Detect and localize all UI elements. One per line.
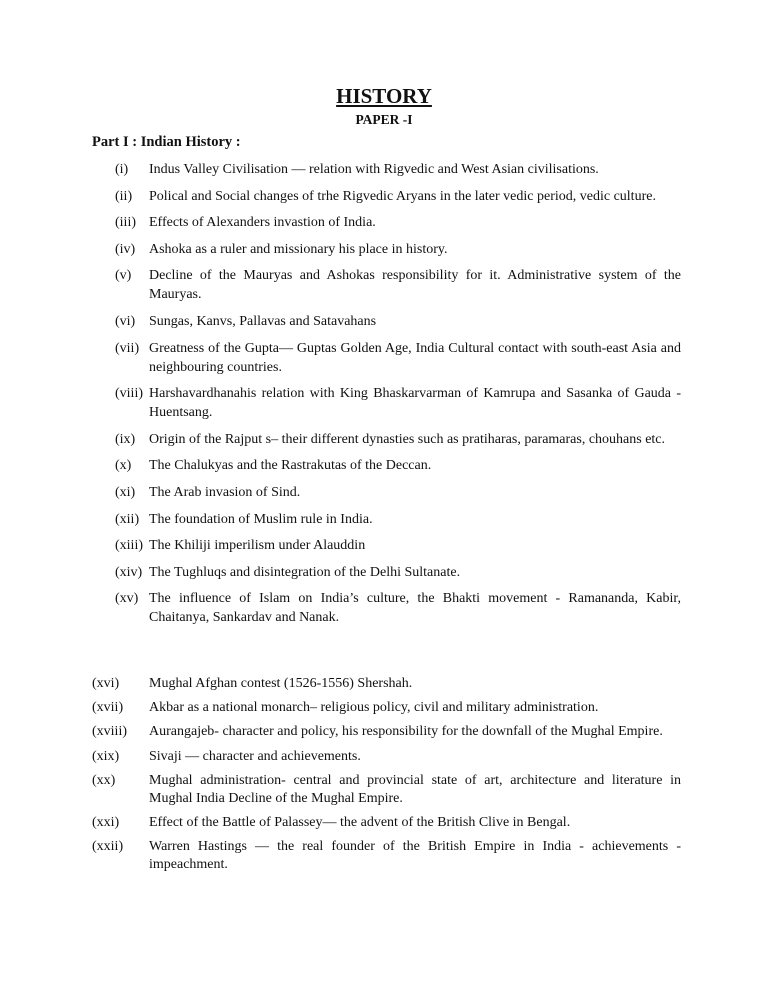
list-item xyxy=(92,814,681,832)
paper-subtitle: PAPER -I xyxy=(355,112,413,127)
item-text: The foundation of Muslim rule in India. xyxy=(149,511,373,527)
list-item xyxy=(115,213,681,232)
item-text: Sivaji — character and achievements. xyxy=(149,748,361,764)
list-item xyxy=(115,266,681,304)
item-text: Indus Valley Civilisation — relation with Rigvedic and West Asian civilisations. xyxy=(149,162,599,177)
item-text: The influence of Islam on India’s culture, the Bhakti movement - Ramananda, Kabir, Chaitanya, Sankardav and Nanak. xyxy=(149,591,681,626)
section-heading: Part I : Indian History : xyxy=(92,134,241,150)
list-item xyxy=(115,536,681,555)
item-text: The Chalukyas and the Rastrakutas of the Deccan. xyxy=(149,458,432,474)
item-number: (viii) xyxy=(115,386,143,402)
list-item xyxy=(92,748,681,766)
list-item xyxy=(92,675,681,693)
list-item xyxy=(115,384,681,422)
document-title: HISTORY xyxy=(336,84,432,108)
item-number: (xii) xyxy=(115,511,140,527)
item-text: Warren Hastings — the real founder of the British Empire in India - achievements - impeachment. xyxy=(149,839,681,873)
list-item xyxy=(115,240,681,259)
list-item xyxy=(115,187,681,206)
item-text: The Tughluqs and disintegration of the Delhi Sultanate. xyxy=(149,564,461,580)
item-text: Effect of the Battle of Palassey— the advent of the British Clive in Bengal. xyxy=(149,814,571,830)
item-number: (x) xyxy=(115,458,132,474)
item-number: (xiv) xyxy=(115,564,143,580)
list-item xyxy=(115,563,681,582)
item-number: (ix) xyxy=(115,431,136,447)
syllabus-list-part-a xyxy=(115,160,681,635)
list-item xyxy=(92,723,681,741)
item-text: Ashoka as a ruler and missionary his place in history. xyxy=(149,241,448,257)
item-text: Sungas, Kanvs, Pallavas and Satavahans xyxy=(149,313,377,329)
list-item xyxy=(115,510,681,529)
item-number: (xiii) xyxy=(115,538,143,554)
item-text: Aurangajeb- character and policy, his responsibility for the downfall of the Mughal Empire. xyxy=(149,724,663,740)
item-number: (vii) xyxy=(115,340,140,356)
item-number: (xi) xyxy=(115,484,136,500)
item-text: Akbar as a national monarch– religious policy, civil and military administration. xyxy=(149,700,599,716)
item-number: (xxii) xyxy=(92,839,124,855)
list-item xyxy=(115,312,681,331)
item-number: (xxi) xyxy=(92,814,120,830)
list-item xyxy=(92,838,681,874)
item-number: (xviii) xyxy=(92,724,127,740)
item-text: Greatness of the Gupta— Guptas Golden Age, India Cultural contact with south-east Asia and neighbouring countries. xyxy=(149,340,681,375)
item-number: (xvi) xyxy=(92,676,120,691)
item-text: Mughal administration- central and provincial state of art, architecture and literature in Mughal India Decline of the Mughal Empire. xyxy=(149,772,681,806)
list-item xyxy=(115,483,681,502)
item-number: (v) xyxy=(115,268,132,284)
item-text: The Khiliji imperilism under Alauddin xyxy=(149,538,366,554)
list-item xyxy=(115,589,681,627)
item-number: (xvii) xyxy=(92,700,124,716)
item-number: (iv) xyxy=(115,241,136,257)
item-number: (vi) xyxy=(115,313,136,329)
list-item xyxy=(115,430,681,449)
item-number: (xix) xyxy=(92,748,120,764)
item-text: The Arab invasion of Sind. xyxy=(149,484,301,500)
item-number: (xv) xyxy=(115,591,139,607)
item-text: Harshavardhanahis relation with King Bhaskarvarman of Kamrupa and Sasanka of Gauda -Huentsang. xyxy=(149,386,681,421)
item-text: Effects of Alexanders invastion of India. xyxy=(149,215,376,231)
syllabus-list-part-b xyxy=(92,675,681,880)
item-text: Decline of the Mauryas and Ashokas responsibility for it. Administrative system of the Mauryas. xyxy=(149,268,681,303)
item-text: Mughal Afghan contest (1526-1556) Shershah. xyxy=(149,676,413,691)
list-item xyxy=(115,456,681,475)
list-item xyxy=(115,339,681,377)
list-item xyxy=(92,699,681,717)
item-number: (i) xyxy=(115,162,129,177)
item-number: (xx) xyxy=(92,772,116,788)
item-text: Origin of the Rajput s– their different dynasties such as pratiharas, paramaras, chouhans etc. xyxy=(149,431,666,447)
item-number: (iii) xyxy=(115,215,136,231)
item-text: Polical and Social changes of trhe Rigvedic Aryans in the later vedic period, vedic culture. xyxy=(149,188,656,204)
item-number: (ii) xyxy=(115,188,133,204)
list-item xyxy=(115,160,681,179)
list-item xyxy=(92,772,681,808)
